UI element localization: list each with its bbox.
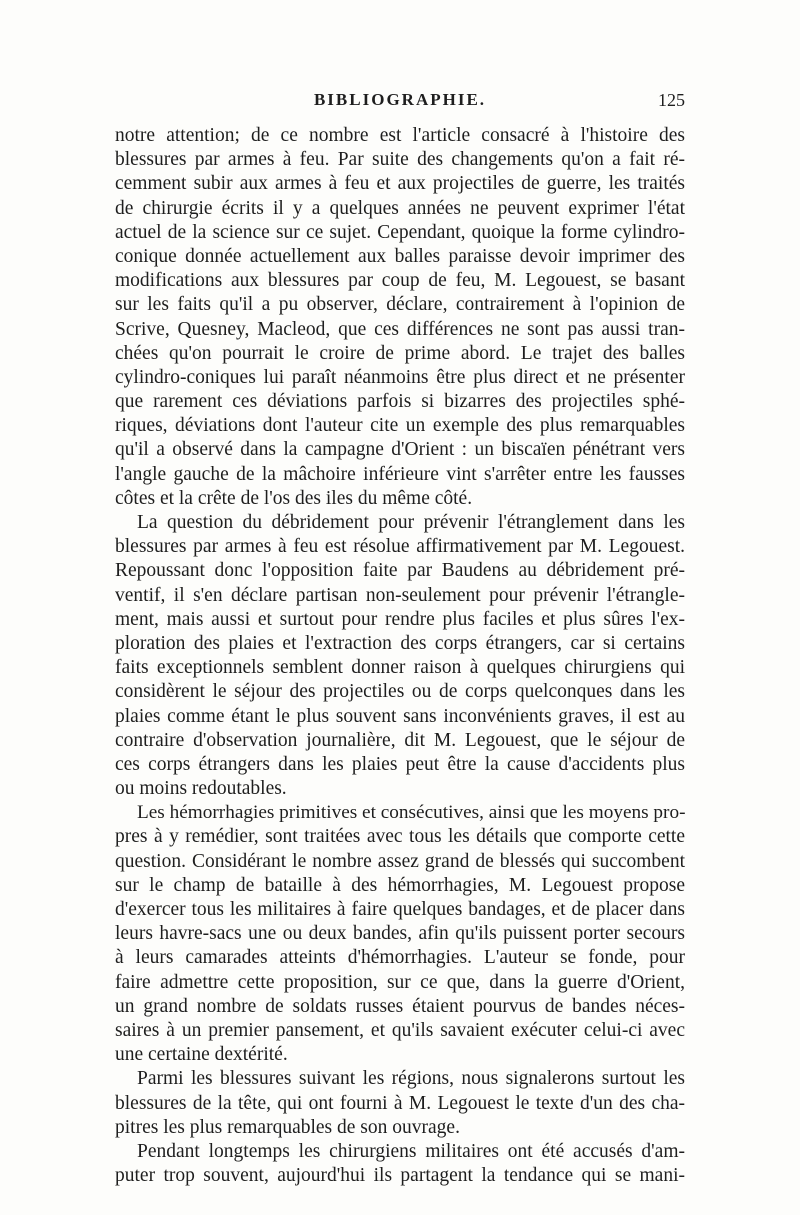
text-line: ventif, il s'en déclare partisan non-seulement pour prévenir l'étrangle- [115, 584, 685, 606]
text-line: de chirurgie écrits il y a quelques années ne peuvent exprimer l'état [115, 197, 685, 219]
text-line: qu'il a observé dans la campagne d'Orient : un biscaïen pénétrant vers [115, 439, 685, 461]
text-line: côtes et la crête de l'os des iles du même côté. [115, 487, 473, 509]
paragraph-start-line: Pendant longtemps les chirurgiens militaires ont été accusés d'am- [137, 1140, 685, 1162]
text-line: pitres les plus remarquables de son ouvrage. [115, 1116, 460, 1138]
paragraph-start-line: Parmi les blessures suivant les régions, nous signalerons surtout les [137, 1068, 685, 1090]
text-line: un grand nombre de soldats russes étaient pourvus de bandes néces- [115, 995, 685, 1017]
page-header [115, 82, 685, 116]
text-line: ploration des plaies et l'extraction des corps étrangers, car si certains [115, 632, 685, 654]
text-line: ces corps étrangers dans les plaies peut être la cause d'accidents plus [115, 753, 685, 775]
text-line: puter trop souvent, aujourd'hui ils partagent la tendance qui se mani- [115, 1165, 685, 1187]
page-number: 125 [658, 90, 685, 110]
text-line: chées qu'on pourrait le croire de prime abord. Le trajet des balles [115, 342, 685, 364]
text-line: une certaine dextérité. [115, 1044, 288, 1066]
text-line: cemment subir aux armes à feu et aux projectiles de guerre, les traités [115, 173, 685, 195]
text-line: plaies comme étant le plus souvent sans inconvénients graves, il est au [115, 705, 685, 727]
running-title: BIBLIOGRAPHIE. [313, 90, 487, 109]
text-line: blessures de la tête, qui ont fourni à M. Legouest le texte d'un des cha- [115, 1092, 685, 1114]
text-line: faire admettre cette proposition, sur ce que, dans la guerre d'Orient, [115, 971, 685, 993]
text-line: Scrive, Quesney, Macleod, que ces différences ne sont pas aussi tran- [115, 318, 685, 340]
text-line: sur les faits qu'il a pu observer, déclare, contrairement à l'opinion de [115, 294, 685, 316]
text-line: contraire d'observation journalière, dit M. Legouest, que le séjour de [115, 729, 685, 751]
text-line: considèrent le séjour des projectiles ou de corps quelconques dans les [115, 681, 685, 703]
text-line: faits exceptionnels semblent donner raison à quelques chirurgiens qui [115, 657, 685, 679]
text-line: à leurs camarades atteints d'hémorrhagies. L'auteur se fonde, pour [115, 947, 685, 969]
text-line: l'angle gauche de la mâchoire inférieure vint s'arrêter entre les fausses [115, 463, 685, 485]
text-line: saires à un premier pansement, et qu'ils savaient exécuter celui-ci avec [115, 1019, 685, 1041]
text-line: actuel de la science sur ce sujet. Cependant, quoique la forme cylindro- [115, 221, 685, 243]
paragraph-start-line: Les hémorrhagies primitives et consécutives, ainsi que les moyens pro- [137, 802, 685, 824]
text-line: riques, déviations dont l'auteur cite un exemple des plus remarquables [115, 415, 685, 437]
text-line: leurs havre-sacs une ou deux bandes, afin qu'ils puissent porter secours [115, 923, 685, 945]
text-line: Repoussant donc l'opposition faite par Baudens au débridement pré- [115, 560, 685, 582]
paragraph-start-line: La question du débridement pour prévenir l'étranglement dans les [137, 512, 685, 533]
text-line: ment, mais aussi et surtout pour rendre plus faciles et plus sûres l'ex- [115, 608, 685, 630]
text-line: modifications aux blessures par coup de feu, M. Legouest, se basant [115, 270, 685, 292]
body-text [115, 124, 685, 1188]
text-line: blessures par armes à feu est résolue affirmativement par M. Legouest. [115, 536, 685, 558]
text-line: blessures par armes à feu. Par suite des changements qu'on a fait ré- [115, 149, 685, 171]
text-line: pres à y remédier, sont traitées avec tous les détails que comporte cette [115, 826, 685, 848]
text-line: question. Considérant le nombre assez grand de blessés qui succombent [115, 850, 685, 872]
text-line: d'exercer tous les militaires à faire quelques bandages, et de placer dans [115, 899, 685, 920]
text-line: sur le champ de bataille à des hémorrhagies, M. Legouest propose [115, 874, 685, 896]
text-line: que rarement ces déviations parfois si bizarres des projectiles sphé- [115, 391, 685, 413]
text-line: notre attention; de ce nombre est l'article consacré à l'histoire des [115, 125, 685, 146]
text-line: cylindro-coniques lui paraît néanmoins être plus direct et ne présenter [115, 366, 685, 388]
text-line: ou moins redoutables. [115, 778, 287, 800]
text-line: conique donnée actuellement aux balles paraisse devoir imprimer des [115, 245, 685, 267]
